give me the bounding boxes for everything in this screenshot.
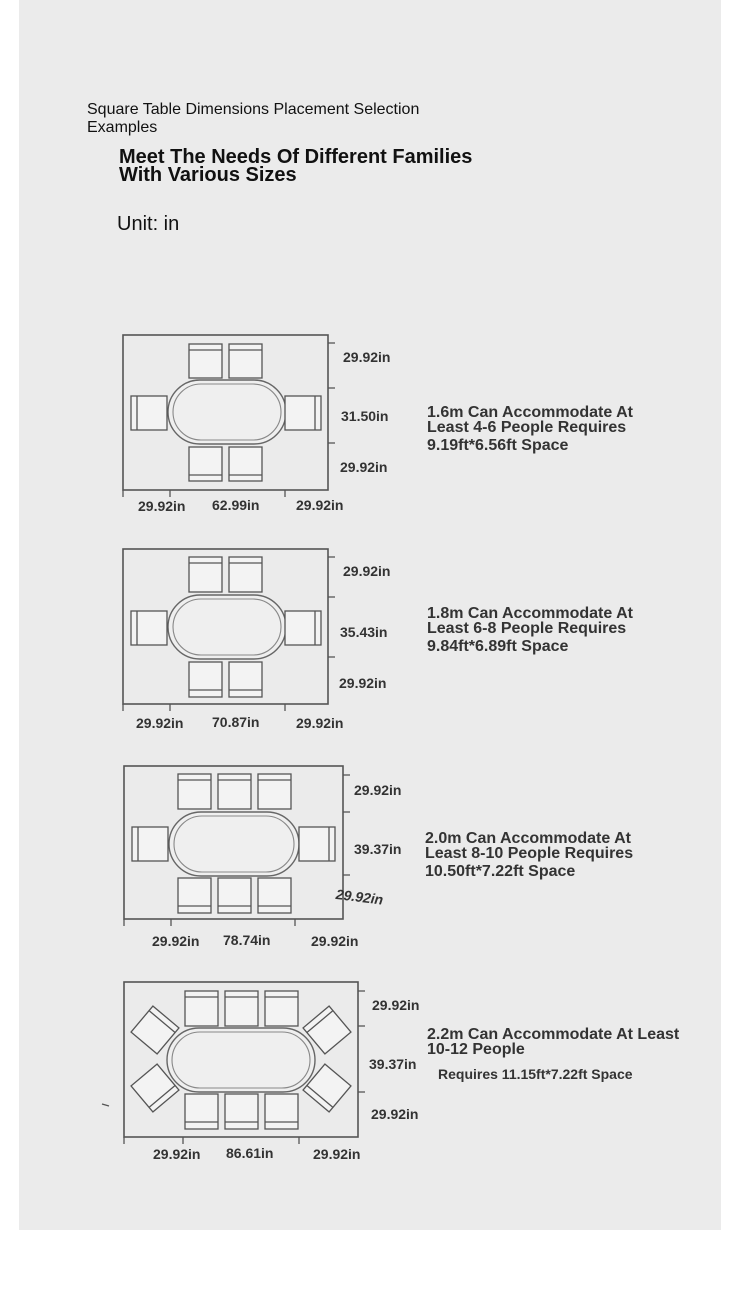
desc-line-3: Requires 11.15ft*7.22ft Space: [438, 1066, 633, 1082]
desc-line-2: Least 8-10 People Requires: [425, 845, 634, 862]
dim-top: 29.92in: [354, 782, 402, 798]
chair-bottom-1: [185, 1094, 218, 1129]
chair-top-3: [265, 991, 298, 1026]
dining-table: [167, 1028, 315, 1092]
dim-left: 29.92in: [153, 1146, 201, 1162]
dim-table: 62.99in: [212, 497, 260, 513]
dim-bottom: 29.92in: [339, 675, 387, 691]
dim-middle: 39.37in: [354, 841, 402, 857]
chair-top-2: [225, 991, 258, 1026]
chair-top-1: [185, 991, 218, 1026]
desc-line-3: 10.50ft*7.22ft Space: [425, 863, 576, 880]
stray-mark: [102, 1104, 109, 1106]
desc-line-1: 2.2m Can Accommodate At Least: [427, 1026, 680, 1043]
dim-right: 29.92in: [311, 933, 359, 949]
dim-top: 29.92in: [372, 997, 420, 1013]
dim-bottom: 29.92in: [340, 459, 388, 475]
desc-line-1: 1.6m Can Accommodate At: [427, 404, 633, 421]
caption-line-1: Square Table Dimensions Placement Selection: [87, 101, 420, 118]
chair-bottom-2: [225, 1094, 258, 1129]
dim-left: 29.92in: [136, 715, 184, 731]
desc-line-2: Least 4-6 People Requires: [427, 419, 627, 436]
dim-top: 29.92in: [343, 349, 391, 365]
dim-top: 29.92in: [343, 563, 391, 579]
desc-line-1: 2.0m Can Accommodate At: [425, 830, 631, 847]
unit-label: Unit: in: [117, 213, 180, 235]
desc-line-3: 9.19ft*6.56ft Space: [427, 437, 569, 454]
dim-left: 29.92in: [138, 498, 186, 514]
desc-line-3: 9.84ft*6.89ft Space: [427, 638, 569, 655]
desc-line-2: 10-12 People: [427, 1041, 525, 1058]
dim-table: 70.87in: [212, 714, 260, 730]
headline-line-2: With Various Sizes: [119, 164, 297, 186]
dim-table: 86.61in: [226, 1145, 274, 1161]
dim-left: 29.92in: [152, 933, 200, 949]
dim-right: 29.92in: [313, 1146, 361, 1162]
desc-line-2: Least 6-8 People Requires: [427, 620, 627, 637]
chair-bottom-3: [265, 1094, 298, 1129]
dim-bottom: 29.92in: [335, 886, 385, 908]
desc-line-1: 1.8m Can Accommodate At: [427, 605, 633, 622]
dim-middle: 35.43in: [340, 624, 388, 640]
dim-middle: 31.50in: [341, 408, 389, 424]
dim-right: 29.92in: [296, 715, 344, 731]
dim-table: 78.74in: [223, 932, 271, 948]
dim-right: 29.92in: [296, 497, 344, 513]
dim-bottom: 29.92in: [371, 1106, 419, 1122]
caption-line-2: Examples: [87, 119, 158, 136]
headline-line-1: Meet The Needs Of Different Families: [119, 146, 473, 168]
dim-middle: 39.37in: [369, 1056, 417, 1072]
